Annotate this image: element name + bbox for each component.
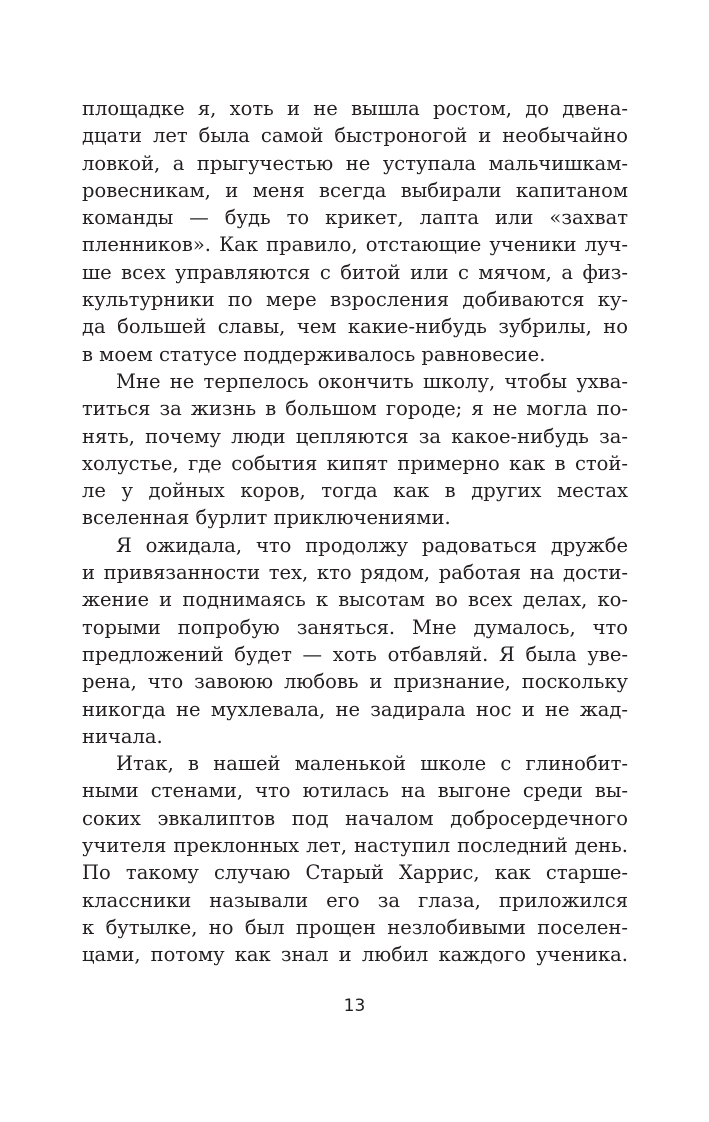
text-line: дцати лет была самой быстроногой и необычайно [82, 124, 628, 148]
text-line: торыми попробую заняться. Мне думалось, что [82, 615, 628, 639]
text-line: жение и поднимаясь к высотам во всех делах, ко- [82, 588, 628, 612]
paragraph-2 [82, 368, 628, 532]
text-line: холустье, где события кипят примерно как в стой- [82, 451, 628, 475]
text-line: ровесникам, и меня всегда выбирали капитаном [82, 178, 628, 202]
text-line: ными стенами, что ютилась на выгоне среди вы- [82, 779, 628, 803]
text-line: классники называли его за глаза, приложился [82, 888, 628, 912]
page-number: 13 [343, 996, 366, 1016]
text-line: да большей славы, чем какие-нибудь зубрилы, но [82, 315, 628, 339]
text-line: команды — будь то крикет, лапта или «захват [82, 206, 628, 230]
text-line: предложений будет — хоть отбавляй. Я была уве- [82, 642, 628, 666]
text-line: ловкой, а прыгучестью не уступала мальчишкам- [82, 151, 628, 175]
text-line: и привязанности тех, кто рядом, работая на дости- [82, 561, 628, 585]
paragraph-4 [82, 750, 628, 968]
text-line: никогда не мухлевала, не задирала нос и не жад- [82, 697, 628, 721]
text-line: нять, почему люди цепляются за какое-нибудь за- [82, 424, 628, 448]
body-text [82, 95, 628, 969]
text-line: ле у дойных коров, тогда как в других местах [82, 479, 628, 503]
text-line: цами, потому как знал и любил каждого ученика. [82, 943, 628, 967]
text-line: По такому случаю Старый Харрис, как старше- [82, 861, 628, 885]
paragraph-1 [82, 95, 628, 368]
text-line: Я ожидала, что продолжу радоваться дружбе [116, 533, 628, 557]
text-line: рена, что завоюю любовь и признание, поскольку [82, 670, 628, 694]
text-line: к бутылке, но был прощен незлобивыми поселен- [82, 915, 628, 939]
text-line: вселенная бурлит приключениями. [82, 506, 451, 530]
text-line: в моем статусе поддерживалось равновесие. [82, 342, 546, 366]
text-line: титься за жизнь в большом городе; я не могла по- [82, 397, 628, 421]
text-line: пленников». Как правило, отстающие ученики луч- [82, 233, 628, 257]
text-line: культурники по мере взросления добиваются ку- [82, 288, 628, 312]
text-line: учителя преклонных лет, наступил последний день. [82, 834, 628, 858]
text-line: соких эвкалиптов под началом добросердечного [82, 806, 628, 830]
paragraph-3 [82, 532, 628, 750]
text-line: площадке я, хоть и не вышла ростом, до двена- [82, 97, 628, 120]
text-line: ше всех управляются с битой или с мячом, а физ- [82, 260, 628, 284]
text-line: Мне не терпелось окончить школу, чтобы ухва- [116, 369, 628, 393]
text-line: ничала. [82, 724, 163, 748]
text-line: Итак, в нашей маленькой школе с глинобит- [116, 752, 628, 776]
